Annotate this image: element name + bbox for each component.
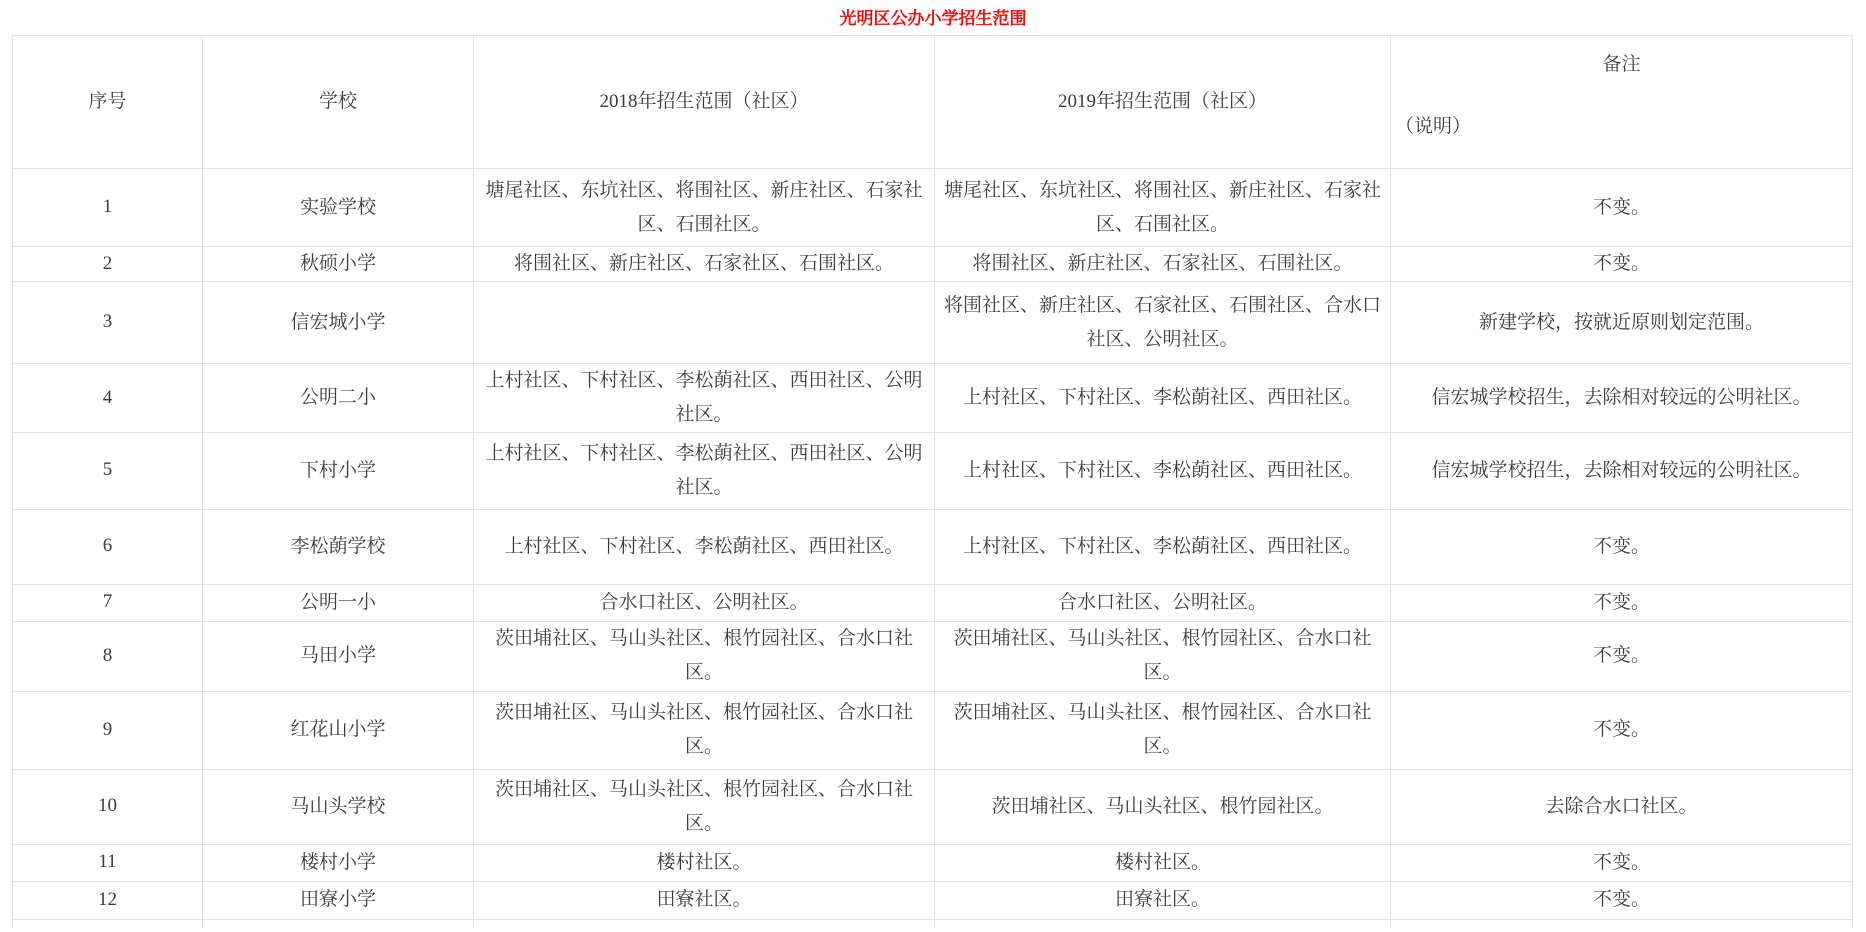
- cell-num: 12: [13, 881, 203, 919]
- cell-2019: 合水口社区、公明社区。: [935, 584, 1391, 621]
- cell-note: 不变。: [1391, 169, 1853, 247]
- cell-2018: 将围社区、新庄社区、石家社区、石围社区。: [474, 247, 935, 282]
- cell-num: 11: [13, 844, 203, 881]
- cell-school: 秋硕小学: [203, 247, 474, 282]
- cell-2019: 田寮社区。: [935, 881, 1391, 919]
- table-row-partial: [13, 919, 1853, 928]
- table-row: [13, 691, 1853, 769]
- cell-note: 信宏城学校招生，去除相对较远的公明社区。: [1391, 432, 1853, 509]
- cell-school: 田寮小学: [203, 881, 474, 919]
- cell-num: 9: [13, 691, 203, 769]
- cell-note: 信宏城学校招生，去除相对较远的公明社区。: [1391, 364, 1853, 433]
- cell-num: 10: [13, 769, 203, 844]
- table-row: [13, 584, 1853, 621]
- table-row: [13, 169, 1853, 247]
- cell-2018: 茨田埔社区、马山头社区、根竹园社区、合水口社区。: [474, 691, 935, 769]
- cell-school: 下村小学: [203, 432, 474, 509]
- header-2019: 2019年招生范围（社区）: [935, 36, 1391, 169]
- cell-2018: 塘尾社区、东坑社区、将围社区、新庄社区、石家社区、石围社区。: [474, 169, 935, 247]
- cell-2018: 楼村社区。: [474, 844, 935, 881]
- cell-2018: 茨田埔社区、马山头社区、根竹园社区、合水口社区。: [474, 769, 935, 844]
- cell-2019: 茨田埔社区、马山头社区、根竹园社区。: [935, 769, 1391, 844]
- table-row: [13, 509, 1853, 584]
- cell-note: 不变。: [1391, 881, 1853, 919]
- cell-empty: [474, 919, 935, 928]
- cell-2019: 楼村社区。: [935, 844, 1391, 881]
- cell-note: 新建学校，按就近原则划定范围。: [1391, 282, 1853, 364]
- cell-school: 公明一小: [203, 584, 474, 621]
- cell-note: 不变。: [1391, 844, 1853, 881]
- cell-school: 楼村小学: [203, 844, 474, 881]
- cell-school: 红花山小学: [203, 691, 474, 769]
- header-school: 学校: [203, 36, 474, 169]
- cell-note: 不变。: [1391, 691, 1853, 769]
- header-num: 序号: [13, 36, 203, 169]
- cell-note: 不变。: [1391, 584, 1853, 621]
- cell-2018: 上村社区、下村社区、李松蓢社区、西田社区。: [474, 509, 935, 584]
- header-note: [1391, 36, 1853, 169]
- page-title: 光明区公办小学招生范围: [839, 9, 1027, 28]
- cell-school: 信宏城小学: [203, 282, 474, 364]
- cell-2018: 田寮社区。: [474, 881, 935, 919]
- cell-2018: 上村社区、下村社区、李松蓢社区、西田社区、公明社区。: [474, 364, 935, 433]
- cell-empty: [1391, 919, 1853, 928]
- enrollment-zone-table: [12, 35, 1853, 928]
- cell-num: 4: [13, 364, 203, 433]
- cell-school: 李松蓢学校: [203, 509, 474, 584]
- cell-note: 不变。: [1391, 509, 1853, 584]
- cell-note: 不变。: [1391, 621, 1853, 691]
- cell-2019: 塘尾社区、东坑社区、将围社区、新庄社区、石家社区、石围社区。: [935, 169, 1391, 247]
- cell-empty: [13, 919, 203, 928]
- cell-num: 8: [13, 621, 203, 691]
- cell-num: 3: [13, 282, 203, 364]
- header-row: [13, 36, 1853, 169]
- cell-2019: 茨田埔社区、马山头社区、根竹园社区、合水口社区。: [935, 621, 1391, 691]
- table-row: [13, 881, 1853, 919]
- cell-empty: [935, 919, 1391, 928]
- cell-empty: [203, 919, 474, 928]
- table-row: [13, 432, 1853, 509]
- cell-school: 实验学校: [203, 169, 474, 247]
- cell-2019: 将围社区、新庄社区、石家社区、石围社区。: [935, 247, 1391, 282]
- cell-2018: 茨田埔社区、马山头社区、根竹园社区、合水口社区。: [474, 621, 935, 691]
- header-2018: 2018年招生范围（社区）: [474, 36, 935, 169]
- table-row: [13, 282, 1853, 364]
- cell-2018: 上村社区、下村社区、李松蓢社区、西田社区、公明社区。: [474, 432, 935, 509]
- table-row: [13, 769, 1853, 844]
- cell-num: 1: [13, 169, 203, 247]
- table-row: [13, 621, 1853, 691]
- cell-2019: 将围社区、新庄社区、石家社区、石围社区、合水口社区、公明社区。: [935, 282, 1391, 364]
- cell-school: 马田小学: [203, 621, 474, 691]
- cell-2019: 上村社区、下村社区、李松蓢社区、西田社区。: [935, 509, 1391, 584]
- cell-num: 5: [13, 432, 203, 509]
- cell-2018: [474, 282, 935, 364]
- cell-school: 马山头学校: [203, 769, 474, 844]
- table-row: [13, 247, 1853, 282]
- cell-num: 7: [13, 584, 203, 621]
- header-note-subtitle: （说明）: [1395, 115, 1472, 137]
- cell-2019: 上村社区、下村社区、李松蓢社区、西田社区。: [935, 364, 1391, 433]
- cell-2018: 合水口社区、公明社区。: [474, 584, 935, 621]
- cell-note: 不变。: [1391, 247, 1853, 282]
- cell-2019: 茨田埔社区、马山头社区、根竹园社区、合水口社区。: [935, 691, 1391, 769]
- header-note-title: 备注: [1602, 54, 1641, 75]
- cell-note: 去除合水口社区。: [1391, 769, 1853, 844]
- cell-num: 6: [13, 509, 203, 584]
- cell-school: 公明二小: [203, 364, 474, 433]
- table-row: [13, 844, 1853, 881]
- header-note-inner: [1391, 36, 1852, 144]
- table-row: [13, 364, 1853, 433]
- cell-num: 2: [13, 247, 203, 282]
- cell-2019: 上村社区、下村社区、李松蓢社区、西田社区。: [935, 432, 1391, 509]
